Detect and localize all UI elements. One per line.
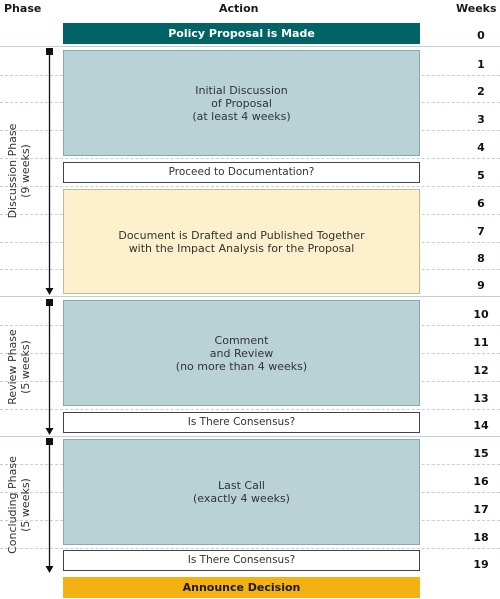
concluding-phase-label: Concluding Phase (5 weeks): [6, 456, 32, 554]
week-number: 8: [477, 252, 485, 265]
week-number: 16: [473, 475, 489, 488]
consensus-question-box-2: Is There Consensus?: [63, 550, 420, 571]
week-number: 12: [473, 364, 489, 377]
week-number: 10: [473, 308, 489, 321]
week-number: 13: [473, 392, 489, 405]
week-number: 15: [473, 447, 489, 460]
week-number: 1: [477, 58, 485, 71]
document-drafted-box: Document is Drafted and Published Together with the Impact Analysis for the Proposal: [63, 189, 420, 294]
week-number: 4: [477, 141, 485, 154]
week-number: 19: [473, 558, 489, 571]
row-divider: [0, 409, 500, 410]
weeks-column-header: Weeks: [456, 2, 497, 15]
announce-decision-banner: Announce Decision: [63, 577, 420, 598]
week-number: 2: [477, 85, 485, 98]
action-column-header: Action: [219, 2, 259, 15]
row-divider: [0, 46, 500, 47]
initial-discussion-box: Initial Discussion of Proposal (at least 4 weeks): [63, 50, 420, 156]
phase-arrows: [40, 45, 60, 599]
week-number: 11: [473, 336, 489, 349]
last-call-box: Last Call (exactly 4 weeks): [63, 439, 420, 545]
week-number: 9: [477, 279, 485, 292]
discussion-phase-label: Discussion Phase (9 weeks): [6, 123, 32, 219]
discussion-phase-arrow: [46, 48, 54, 295]
week-number: 6: [477, 197, 485, 210]
row-divider: [0, 548, 500, 549]
row-divider: [0, 158, 500, 159]
policy-proposal-banner: Policy Proposal is Made: [63, 23, 420, 44]
phase-divider: [0, 296, 500, 297]
week-number: 17: [473, 503, 489, 516]
proceed-to-documentation-box: Proceed to Documentation?: [63, 162, 420, 183]
review-phase-arrow: [46, 299, 54, 435]
week-number: 18: [473, 531, 489, 544]
week-number: 7: [477, 225, 485, 238]
week-number: 5: [477, 169, 485, 182]
phase-divider: [0, 436, 500, 437]
comment-review-box: Comment and Review (no more than 4 weeks): [63, 300, 420, 406]
review-phase-label: Review Phase (5 weeks): [6, 329, 32, 405]
row-divider: [0, 186, 500, 187]
week-number: 3: [477, 113, 485, 126]
concluding-phase-arrow: [46, 438, 54, 573]
week-number: 0: [477, 29, 485, 42]
week-number: 14: [473, 419, 489, 432]
consensus-question-box-1: Is There Consensus?: [63, 412, 420, 433]
phase-column-header: Phase: [4, 2, 42, 15]
